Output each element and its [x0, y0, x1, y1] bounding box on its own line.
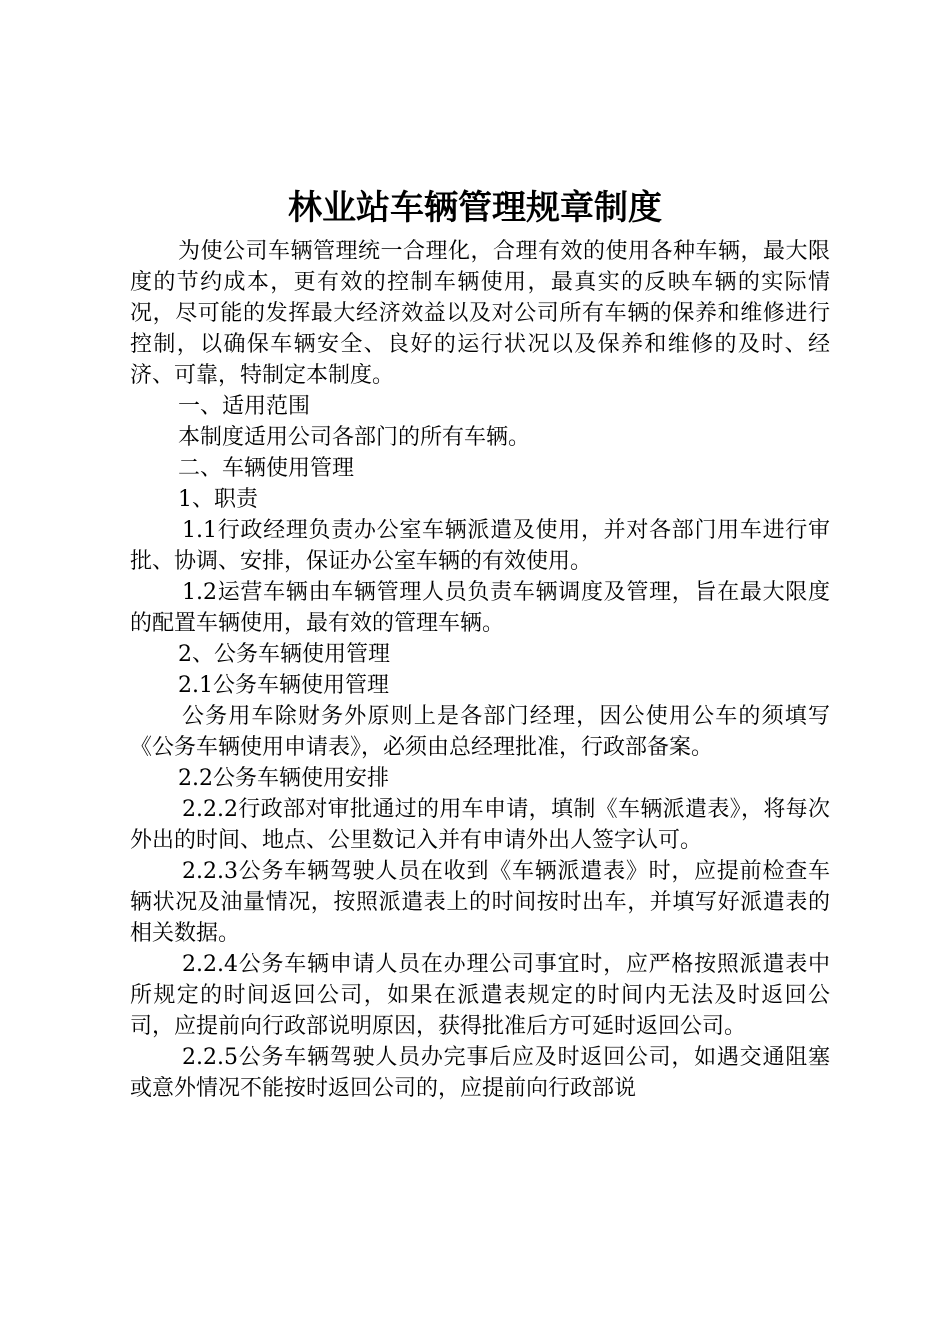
paragraph-2-2-4: 2.2.4公务车辆申请人员在办理公司事宜时，应严格按照派遣表中所规定的时间返回公司，如果在派遣表规定的时间内无法及时返回公司，应提前向行政部说明原因，获得批准后方可延时返回公司。 [130, 952, 830, 1039]
subsection-heading-2-2: 2.2公务车辆使用安排 [178, 766, 389, 791]
paragraph-scope: 本制度适用公司各部门的所有车辆。 [178, 425, 531, 450]
section-heading-vehicle-use: 二、车辆使用管理 [178, 456, 355, 481]
subsection-heading-official-vehicles: 2、公务车辆使用管理 [178, 642, 390, 667]
subsection-heading-2-1: 2.1公务车辆使用管理 [178, 673, 389, 698]
paragraph-official-use: 公务用车除财务外原则上是各部门经理，因公使用公车的须填写《公务车辆使用申请表》，必须由总经理批准，行政部备案。 [130, 704, 830, 760]
subsection-heading-duties: 1、职责 [178, 487, 258, 512]
section-heading-scope: 一、适用范围 [178, 394, 311, 419]
document-title: 林业站车辆管理规章制度 [288, 188, 662, 228]
paragraph-intro: 为使公司车辆管理统一合理化，合理有效的使用各种车辆，最大限度的节约成本，更有效的控制车辆使用，最真实的反映车辆的实际情况，尽可能的发挥最大经济效益以及对公司所有车辆的保养和维修进行控制，以确保车辆安全、良好的运行状况以及保养和维修的及时、经济、可靠，特制定本制度。 [130, 239, 830, 388]
paragraph-2-2-5: 2.2.5公务车辆驾驶人员办完事后应及时返回公司，如遇交通阻塞或意外情况不能按时返回公司的，应提前向行政部说 [130, 1045, 830, 1101]
document-body [130, 236, 830, 1104]
paragraph-1-2: 1.2运营车辆由车辆管理人员负责车辆调度及管理，旨在最大限度的配置车辆使用，最有效的管理车辆。 [130, 580, 830, 636]
paragraph-1-1: 1.1行政经理负责办公室车辆派遣及使用，并对各部门用车进行审批、协调、安排，保证办公室车辆的有效使用。 [130, 518, 830, 574]
paragraph-2-2-2: 2.2.2行政部对审批通过的用车申请，填制《车辆派遣表》，将每次外出的时间、地点、公里数记入并有申请外出人签字认可。 [130, 797, 830, 853]
paragraph-2-2-3: 2.2.3公务车辆驾驶人员在收到《车辆派遣表》时，应提前检查车辆状况及油量情况，按照派遣表上的时间按时出车，并填写好派遣表的相关数据。 [130, 859, 830, 946]
